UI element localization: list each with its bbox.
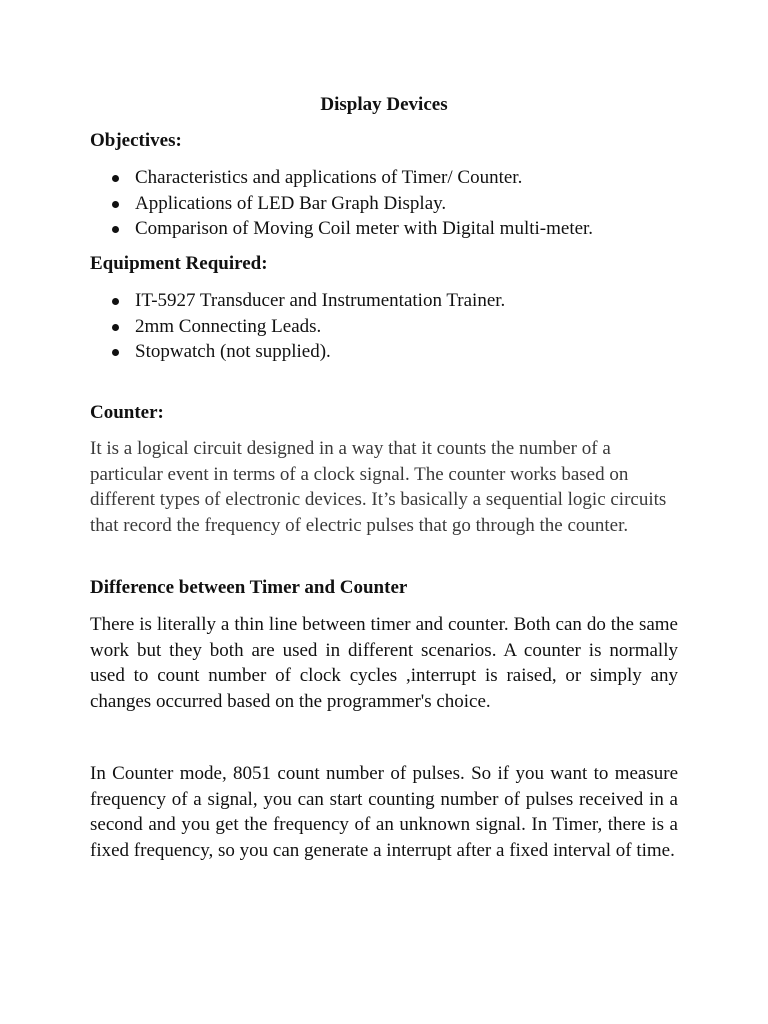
list-item (90, 165, 593, 191)
list-item-text: Stopwatch (not supplied). (135, 341, 331, 362)
bullet-icon (112, 226, 119, 233)
difference-heading: Difference between Timer and Counter (90, 577, 408, 598)
list-item (90, 339, 505, 365)
list-item-text: Applications of LED Bar Graph Display. (135, 192, 447, 214)
bullet-icon (112, 324, 119, 331)
bullet-icon (112, 175, 119, 182)
document-title: Display Devices (320, 94, 448, 115)
objectives-list (90, 165, 593, 242)
counter-paragraph: It is a logical circuit designed in a way that it counts the number of a particular event in terms of a clock signal. The counter works based on different types of electronic devices. It’s basically a sequential logic circuits that record the frequency of electric pulses that go through the counter. (90, 438, 667, 536)
list-item (90, 288, 505, 314)
list-item-text: IT-5927 Transducer and Instrumentation Trainer. (135, 290, 506, 311)
list-item (90, 191, 593, 217)
list-item (90, 216, 593, 242)
list-item-text: 2mm Connecting Leads. (135, 315, 322, 337)
difference-paragraph-1: There is literally a thin line between timer and counter. Both can do the same work but they both are used in different scenarios. A counter is normally used to count number of clock cycles ,interrupt is raised, or simply any changes occurred based on the programmer's choice. (90, 614, 678, 712)
equipment-list (90, 288, 505, 365)
difference-paragraph-2: In Counter mode, 8051 count number of pulses. So if you want to measure frequency of a signal, you can start counting number of pulses received in a second and you get the frequency of an unknown signal. In Timer, there is a fixed frequency, so you can generate a interrupt after a fixed interval of time. (90, 763, 678, 861)
bullet-icon (112, 298, 119, 305)
list-item (90, 314, 505, 340)
list-item-text: Comparison of Moving Coil meter with Digital multi-meter. (135, 218, 594, 239)
equipment-heading: Equipment Required: (90, 253, 268, 274)
objectives-heading: Objectives: (90, 130, 182, 151)
bullet-icon (112, 349, 119, 356)
bullet-icon (112, 201, 119, 208)
list-item-text: Characteristics and applications of Timer/ Counter. (135, 167, 523, 188)
counter-heading: Counter: (90, 402, 164, 423)
